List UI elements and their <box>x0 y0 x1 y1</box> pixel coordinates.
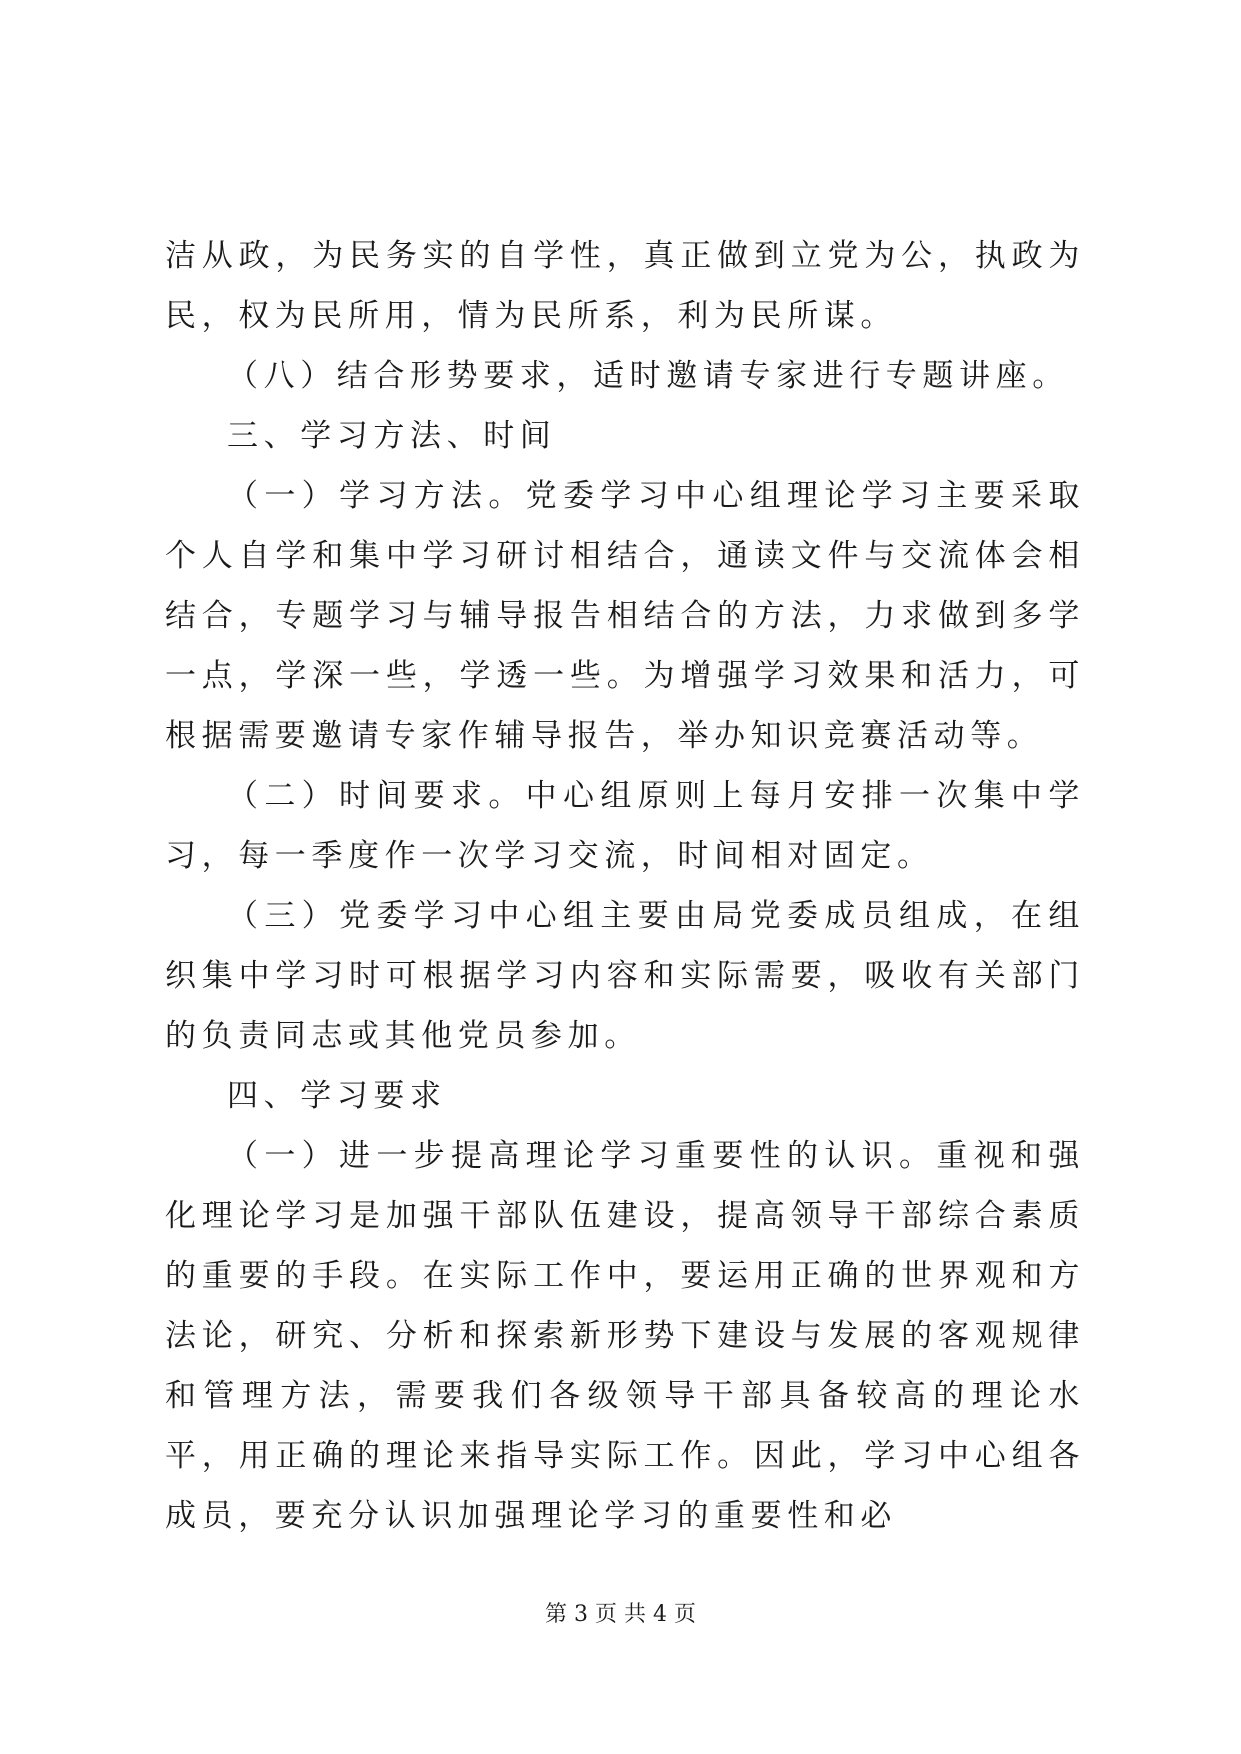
page-number-footer: 第 3 页 共 4 页 <box>545 1602 696 1627</box>
paragraph-study-method: （一）学习方法。党委学习中心组理论学习主要采取个人自学和集中学习研讨相结合，通读文件与交流体会相结合，专题学习与辅导报告相结合的方法，力求做到多学一点，学深一些，学透一些。为增强学习效果和活力，可根据需要邀请专家作辅导报告，举办知识竞赛活动等。 <box>165 478 1085 754</box>
paragraph-importance: （一）进一步提高理论学习重要性的认识。重视和强化理论学习是加强干部队伍建设，提高领导干部综合素质的重要的手段。在实际工作中，要运用正确的世界观和方法论，研究、分析和探索新形势下建设与发展的客观规律和管理方法，需要我们各级领导干部具备较高的理论水平，用正确的理论来指导实际工作。因此，学习中心组各成员，要充分认识加强理论学习的重要性和必 <box>165 1138 1085 1534</box>
paragraph-continuation: 洁从政，为民务实的自学性，真正做到立党为公，执政为民，权为民所用，情为民所系，利为民所谋。 <box>165 238 1085 334</box>
section-heading-4: 四、学习要求 <box>227 1078 447 1114</box>
paragraph-time-requirement: （二）时间要求。中心组原则上每月安排一次集中学习，每一季度作一次学习交流，时间相对固定。 <box>165 778 1085 874</box>
paragraph-group-members: （三）党委学习中心组主要由局党委成员组成，在组织集中学习时可根据学习内容和实际需要，吸收有关部门的负责同志或其他党员参加。 <box>165 898 1085 1054</box>
paragraph-item-8: （八）结合形势要求，适时邀请专家进行专题讲座。 <box>227 358 1069 394</box>
document-body <box>165 226 1085 1546</box>
section-heading-3: 三、学习方法、时间 <box>227 418 557 454</box>
